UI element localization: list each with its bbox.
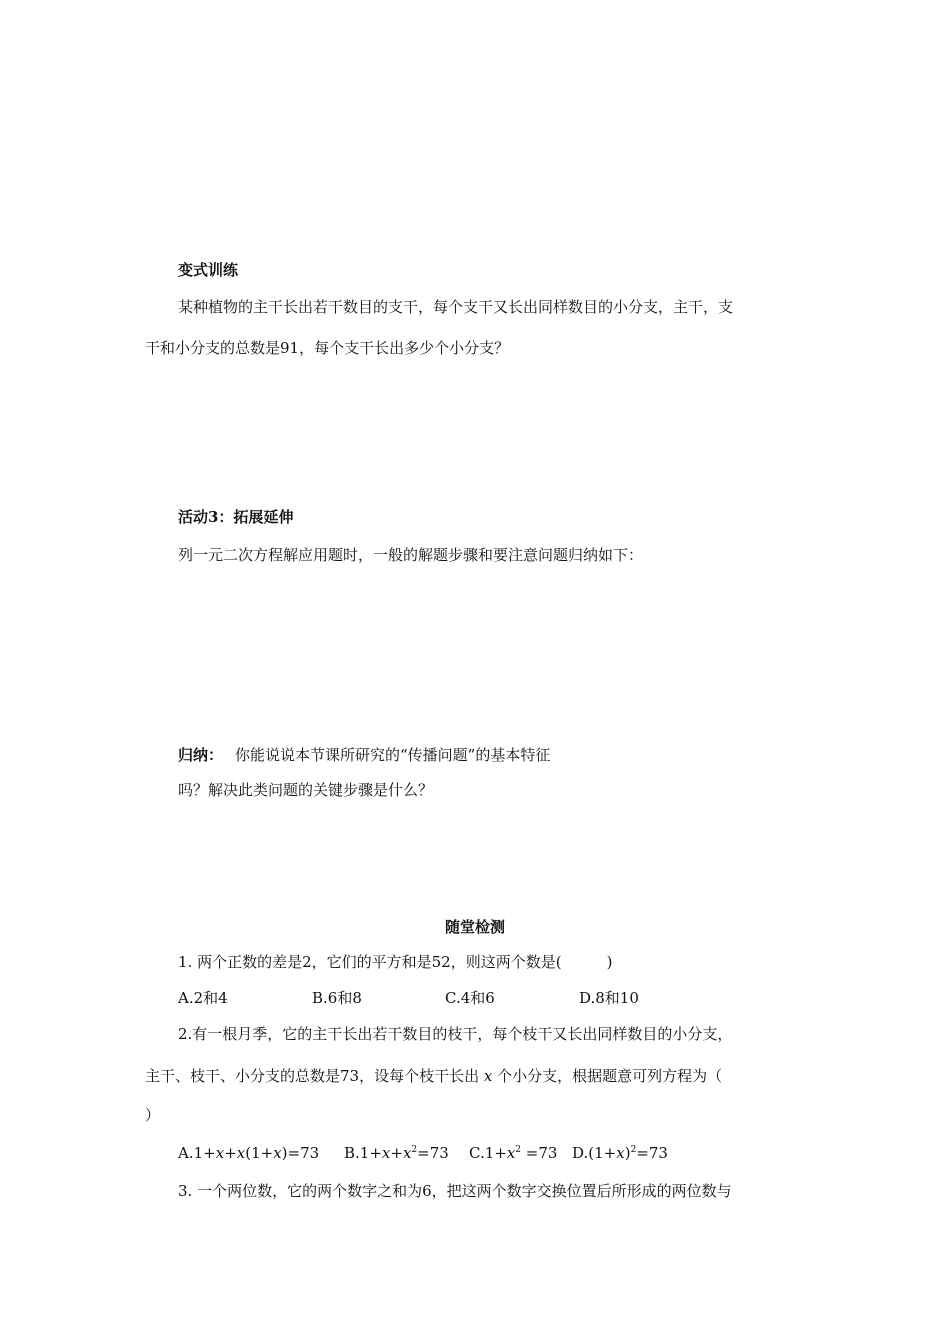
q2-variable-x: x <box>483 1067 493 1085</box>
q2-line-3: ） <box>145 1106 161 1124</box>
q2-option-d: $D.(1+x)^2=73$ <box>572 1144 668 1162</box>
activity3-line-1: 列一元二次方程解应用题时，一般的解题步骤和要注意问题归纳如下： <box>178 546 644 564</box>
q1-option-a: A.2和4 <box>178 989 228 1007</box>
summary-line-2: 吗？解决此类问题的关键步骤是什么？ <box>178 781 434 799</box>
summary-label: 归纳： <box>178 746 224 764</box>
summary-text-1: 你能说说本节课所研究的“传播问题”的基本特征 <box>235 746 551 764</box>
q1-stem: 1. 两个正数的差是2，它们的平方和是52，则这两个数是( ) <box>178 953 613 971</box>
q2-option-c: $C.1+x^2 =73$ <box>469 1144 558 1162</box>
q1-option-c: C.4和6 <box>445 989 495 1007</box>
q2-line-2-b: 个小分支，根据题意可列方程为（ <box>497 1067 723 1085</box>
q1-option-b: B.6和8 <box>312 989 362 1007</box>
q2-option-a: A.1+x+x(1+x)=73 <box>178 1144 320 1162</box>
variant-training-line-1: 某种植物的主干长出若干数目的支干，每个支干又长出同样数目的小分支，主干，支 <box>178 298 734 316</box>
q3-line-1: 3. 一个两位数，它的两个数字之和为6，把这两个数字交换位置后所形成的两位数与 <box>178 1182 732 1200</box>
variant-training-heading: 变式训练 <box>178 261 239 279</box>
quiz-title: 随堂检测 <box>444 918 505 936</box>
q2-option-b: $B.1+x+x^2=73$ <box>344 1144 449 1162</box>
summary-line-1 <box>178 745 550 765</box>
variant-training-line-2: 干和小分支的总数是91，每个支干长出多少个小分支？ <box>145 339 510 357</box>
q1-option-d: D.8和10 <box>579 989 639 1007</box>
q2-line-2-a: 主干、枝干、小分支的总数是73，设每个枝干长出 <box>145 1067 480 1085</box>
q2-line-1: 2.有一根月季，它的主干长出若干数目的枝干，每个枝干又长出同样数目的小分支， <box>178 1025 733 1043</box>
activity3-heading: 活动3：拓展延伸 <box>178 508 294 526</box>
q2-line-2 <box>145 1066 722 1086</box>
